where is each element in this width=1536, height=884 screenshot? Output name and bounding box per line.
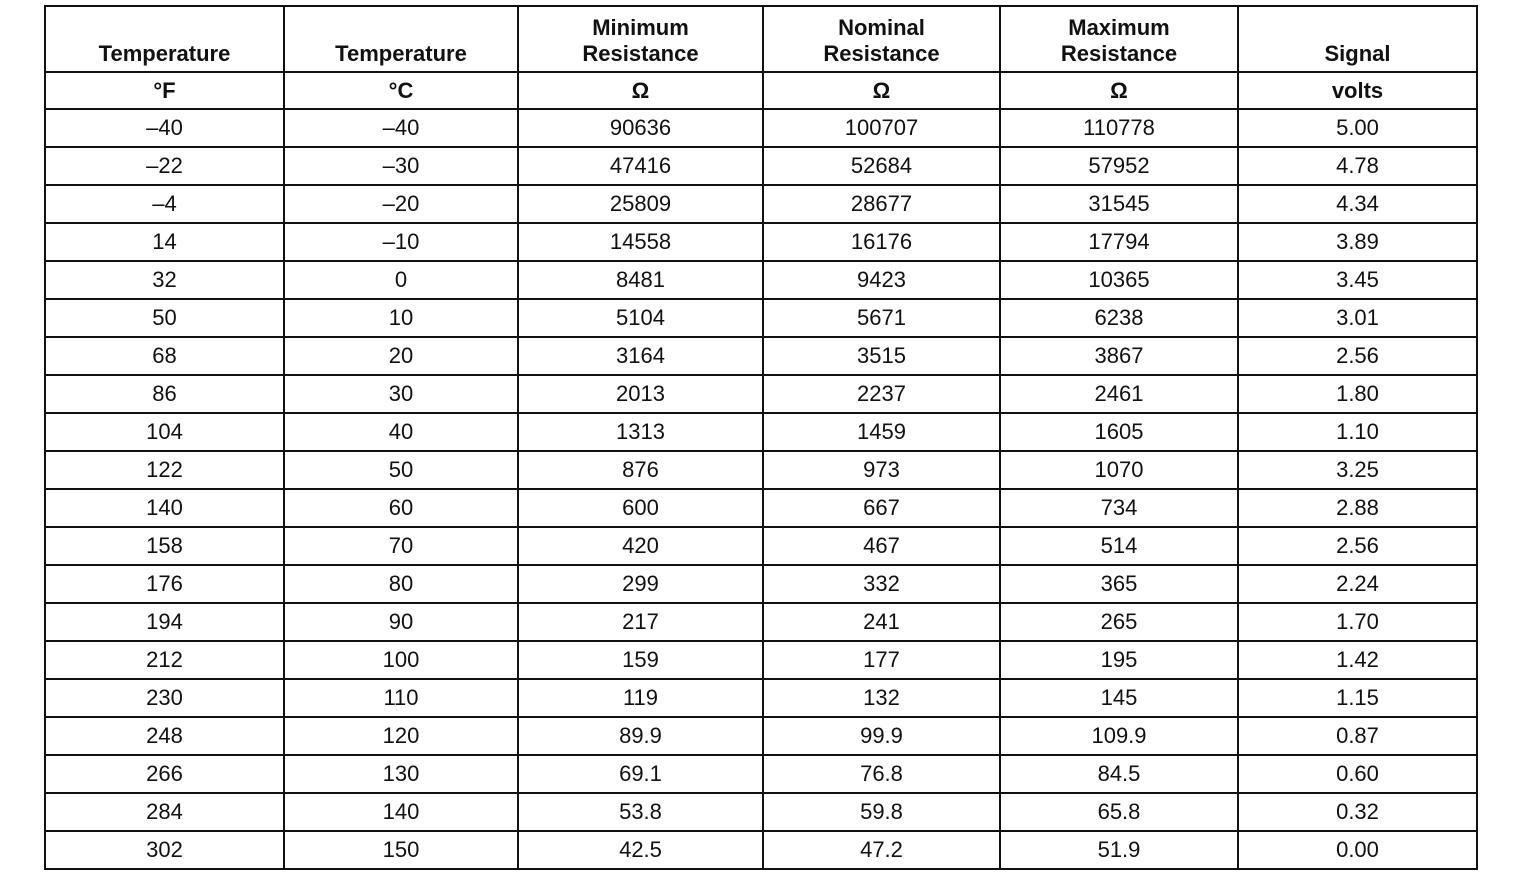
temp-f-cell: 176 <box>45 565 284 603</box>
min-resistance-cell: 876 <box>518 451 763 489</box>
table-row <box>45 793 1477 831</box>
nominal-resistance-cell: 59.8 <box>763 793 1000 831</box>
unit-fahrenheit: °F <box>45 72 284 109</box>
temp-f-cell: 212 <box>45 641 284 679</box>
signal-cell: 0.00 <box>1238 831 1477 869</box>
nominal-resistance-cell: 47.2 <box>763 831 1000 869</box>
nominal-resistance-cell: 5671 <box>763 299 1000 337</box>
table-row <box>45 337 1477 375</box>
signal-cell: 2.88 <box>1238 489 1477 527</box>
max-resistance-cell: 1605 <box>1000 413 1238 451</box>
max-resistance-cell: 1070 <box>1000 451 1238 489</box>
max-resistance-cell: 57952 <box>1000 147 1238 185</box>
max-resistance-cell: 195 <box>1000 641 1238 679</box>
temp-f-cell: 32 <box>45 261 284 299</box>
min-resistance-cell: 217 <box>518 603 763 641</box>
min-resistance-cell: 69.1 <box>518 755 763 793</box>
table-row <box>45 185 1477 223</box>
temp-c-cell: 30 <box>284 375 518 413</box>
min-resistance-cell: 90636 <box>518 109 763 147</box>
table-row <box>45 679 1477 717</box>
nominal-resistance-cell: 973 <box>763 451 1000 489</box>
temp-c-cell: –10 <box>284 223 518 261</box>
signal-cell: 1.70 <box>1238 603 1477 641</box>
min-resistance-cell: 420 <box>518 527 763 565</box>
unit-ohm-minimum: Ω <box>518 72 763 109</box>
temp-c-cell: 90 <box>284 603 518 641</box>
temp-f-cell: 140 <box>45 489 284 527</box>
max-resistance-cell: 6238 <box>1000 299 1238 337</box>
nominal-resistance-cell: 241 <box>763 603 1000 641</box>
max-resistance-cell: 365 <box>1000 565 1238 603</box>
min-resistance-cell: 5104 <box>518 299 763 337</box>
temp-c-cell: 150 <box>284 831 518 869</box>
header-row <box>45 6 1477 72</box>
temp-f-cell: 248 <box>45 717 284 755</box>
temp-c-cell: 0 <box>284 261 518 299</box>
temp-c-cell: 10 <box>284 299 518 337</box>
temperature-resistance-table <box>44 5 1478 870</box>
min-resistance-cell: 42.5 <box>518 831 763 869</box>
nominal-resistance-cell: 132 <box>763 679 1000 717</box>
temp-f-cell: 194 <box>45 603 284 641</box>
nominal-resistance-cell: 99.9 <box>763 717 1000 755</box>
nominal-resistance-cell: 467 <box>763 527 1000 565</box>
header-line1: Maximum <box>1068 15 1170 40</box>
temp-f-cell: –22 <box>45 147 284 185</box>
header-line2: Resistance <box>582 41 699 66</box>
temp-f-cell: 50 <box>45 299 284 337</box>
temp-f-cell: 104 <box>45 413 284 451</box>
header-line2: Resistance <box>1060 41 1178 66</box>
nominal-resistance-cell: 1459 <box>763 413 1000 451</box>
max-resistance-cell: 17794 <box>1000 223 1238 261</box>
signal-cell: 3.45 <box>1238 261 1477 299</box>
nominal-resistance-cell: 177 <box>763 641 1000 679</box>
min-resistance-cell: 299 <box>518 565 763 603</box>
nominal-resistance-cell: 52684 <box>763 147 1000 185</box>
signal-cell: 2.56 <box>1238 527 1477 565</box>
max-resistance-cell: 65.8 <box>1000 793 1238 831</box>
table-row <box>45 147 1477 185</box>
min-resistance-cell: 3164 <box>518 337 763 375</box>
unit-row <box>45 72 1477 109</box>
temp-c-cell: –20 <box>284 185 518 223</box>
signal-cell: 0.60 <box>1238 755 1477 793</box>
max-resistance-cell: 110778 <box>1000 109 1238 147</box>
nominal-resistance-cell: 332 <box>763 565 1000 603</box>
max-resistance-cell: 84.5 <box>1000 755 1238 793</box>
header-line2: Temperature <box>98 41 231 66</box>
temp-c-cell: –40 <box>284 109 518 147</box>
signal-cell: 0.32 <box>1238 793 1477 831</box>
nominal-resistance-cell: 28677 <box>763 185 1000 223</box>
min-resistance-cell: 89.9 <box>518 717 763 755</box>
table-row <box>45 261 1477 299</box>
header-nominal-resistance <box>763 6 1000 72</box>
temp-f-cell: 158 <box>45 527 284 565</box>
min-resistance-cell: 25809 <box>518 185 763 223</box>
unit-ohm-nominal: Ω <box>763 72 1000 109</box>
temp-f-cell: 302 <box>45 831 284 869</box>
signal-cell: 2.56 <box>1238 337 1477 375</box>
max-resistance-cell: 3867 <box>1000 337 1238 375</box>
table-row <box>45 565 1477 603</box>
min-resistance-cell: 53.8 <box>518 793 763 831</box>
unit-celsius: °C <box>284 72 518 109</box>
signal-cell: 5.00 <box>1238 109 1477 147</box>
max-resistance-cell: 145 <box>1000 679 1238 717</box>
temp-c-cell: 140 <box>284 793 518 831</box>
signal-cell: 1.80 <box>1238 375 1477 413</box>
nominal-resistance-cell: 3515 <box>763 337 1000 375</box>
temp-c-cell: 20 <box>284 337 518 375</box>
table-body <box>45 109 1477 869</box>
min-resistance-cell: 14558 <box>518 223 763 261</box>
table-header <box>45 6 1477 109</box>
min-resistance-cell: 47416 <box>518 147 763 185</box>
temp-f-cell: –4 <box>45 185 284 223</box>
temp-c-cell: 80 <box>284 565 518 603</box>
temp-f-cell: 68 <box>45 337 284 375</box>
temp-c-cell: 60 <box>284 489 518 527</box>
nominal-resistance-cell: 9423 <box>763 261 1000 299</box>
header-line1: Nominal <box>838 15 925 40</box>
table-row <box>45 375 1477 413</box>
nominal-resistance-cell: 667 <box>763 489 1000 527</box>
table-row <box>45 109 1477 147</box>
table-row <box>45 223 1477 261</box>
min-resistance-cell: 8481 <box>518 261 763 299</box>
unit-volts: volts <box>1238 72 1477 109</box>
temp-f-cell: 284 <box>45 793 284 831</box>
temp-f-cell: –40 <box>45 109 284 147</box>
temp-c-cell: 70 <box>284 527 518 565</box>
signal-cell: 3.89 <box>1238 223 1477 261</box>
temp-c-cell: 110 <box>284 679 518 717</box>
signal-cell: 4.34 <box>1238 185 1477 223</box>
max-resistance-cell: 2461 <box>1000 375 1238 413</box>
header-line2: Signal <box>1324 41 1391 66</box>
max-resistance-cell: 31545 <box>1000 185 1238 223</box>
signal-cell: 3.25 <box>1238 451 1477 489</box>
nominal-resistance-cell: 16176 <box>763 223 1000 261</box>
header-temperature-c <box>284 6 518 72</box>
header-maximum-resistance <box>1000 6 1238 72</box>
max-resistance-cell: 10365 <box>1000 261 1238 299</box>
signal-cell: 0.87 <box>1238 717 1477 755</box>
max-resistance-cell: 109.9 <box>1000 717 1238 755</box>
signal-cell: 1.10 <box>1238 413 1477 451</box>
table-row <box>45 527 1477 565</box>
header-line1: Minimum <box>592 15 689 40</box>
resistance-table-sheet <box>44 5 1476 870</box>
signal-cell: 1.15 <box>1238 679 1477 717</box>
nominal-resistance-cell: 76.8 <box>763 755 1000 793</box>
header-line2: Resistance <box>823 41 940 66</box>
table-row <box>45 451 1477 489</box>
temp-c-cell: 40 <box>284 413 518 451</box>
min-resistance-cell: 119 <box>518 679 763 717</box>
temp-f-cell: 14 <box>45 223 284 261</box>
signal-cell: 3.01 <box>1238 299 1477 337</box>
table-row <box>45 603 1477 641</box>
table-row <box>45 641 1477 679</box>
min-resistance-cell: 159 <box>518 641 763 679</box>
nominal-resistance-cell: 100707 <box>763 109 1000 147</box>
temp-c-cell: –30 <box>284 147 518 185</box>
table-row <box>45 717 1477 755</box>
temp-c-cell: 50 <box>284 451 518 489</box>
temp-c-cell: 100 <box>284 641 518 679</box>
min-resistance-cell: 2013 <box>518 375 763 413</box>
max-resistance-cell: 734 <box>1000 489 1238 527</box>
header-temperature-f <box>45 6 284 72</box>
max-resistance-cell: 265 <box>1000 603 1238 641</box>
temp-f-cell: 122 <box>45 451 284 489</box>
temp-f-cell: 86 <box>45 375 284 413</box>
temp-f-cell: 230 <box>45 679 284 717</box>
max-resistance-cell: 51.9 <box>1000 831 1238 869</box>
header-minimum-resistance <box>518 6 763 72</box>
unit-ohm-maximum: Ω <box>1000 72 1238 109</box>
header-line2: Temperature <box>335 41 467 66</box>
table-row <box>45 831 1477 869</box>
signal-cell: 1.42 <box>1238 641 1477 679</box>
signal-cell: 4.78 <box>1238 147 1477 185</box>
min-resistance-cell: 600 <box>518 489 763 527</box>
nominal-resistance-cell: 2237 <box>763 375 1000 413</box>
table-row <box>45 489 1477 527</box>
table-row <box>45 413 1477 451</box>
max-resistance-cell: 514 <box>1000 527 1238 565</box>
signal-cell: 2.24 <box>1238 565 1477 603</box>
temp-c-cell: 120 <box>284 717 518 755</box>
temp-f-cell: 266 <box>45 755 284 793</box>
table-row <box>45 755 1477 793</box>
temp-c-cell: 130 <box>284 755 518 793</box>
min-resistance-cell: 1313 <box>518 413 763 451</box>
table-row <box>45 299 1477 337</box>
header-signal <box>1238 6 1477 72</box>
